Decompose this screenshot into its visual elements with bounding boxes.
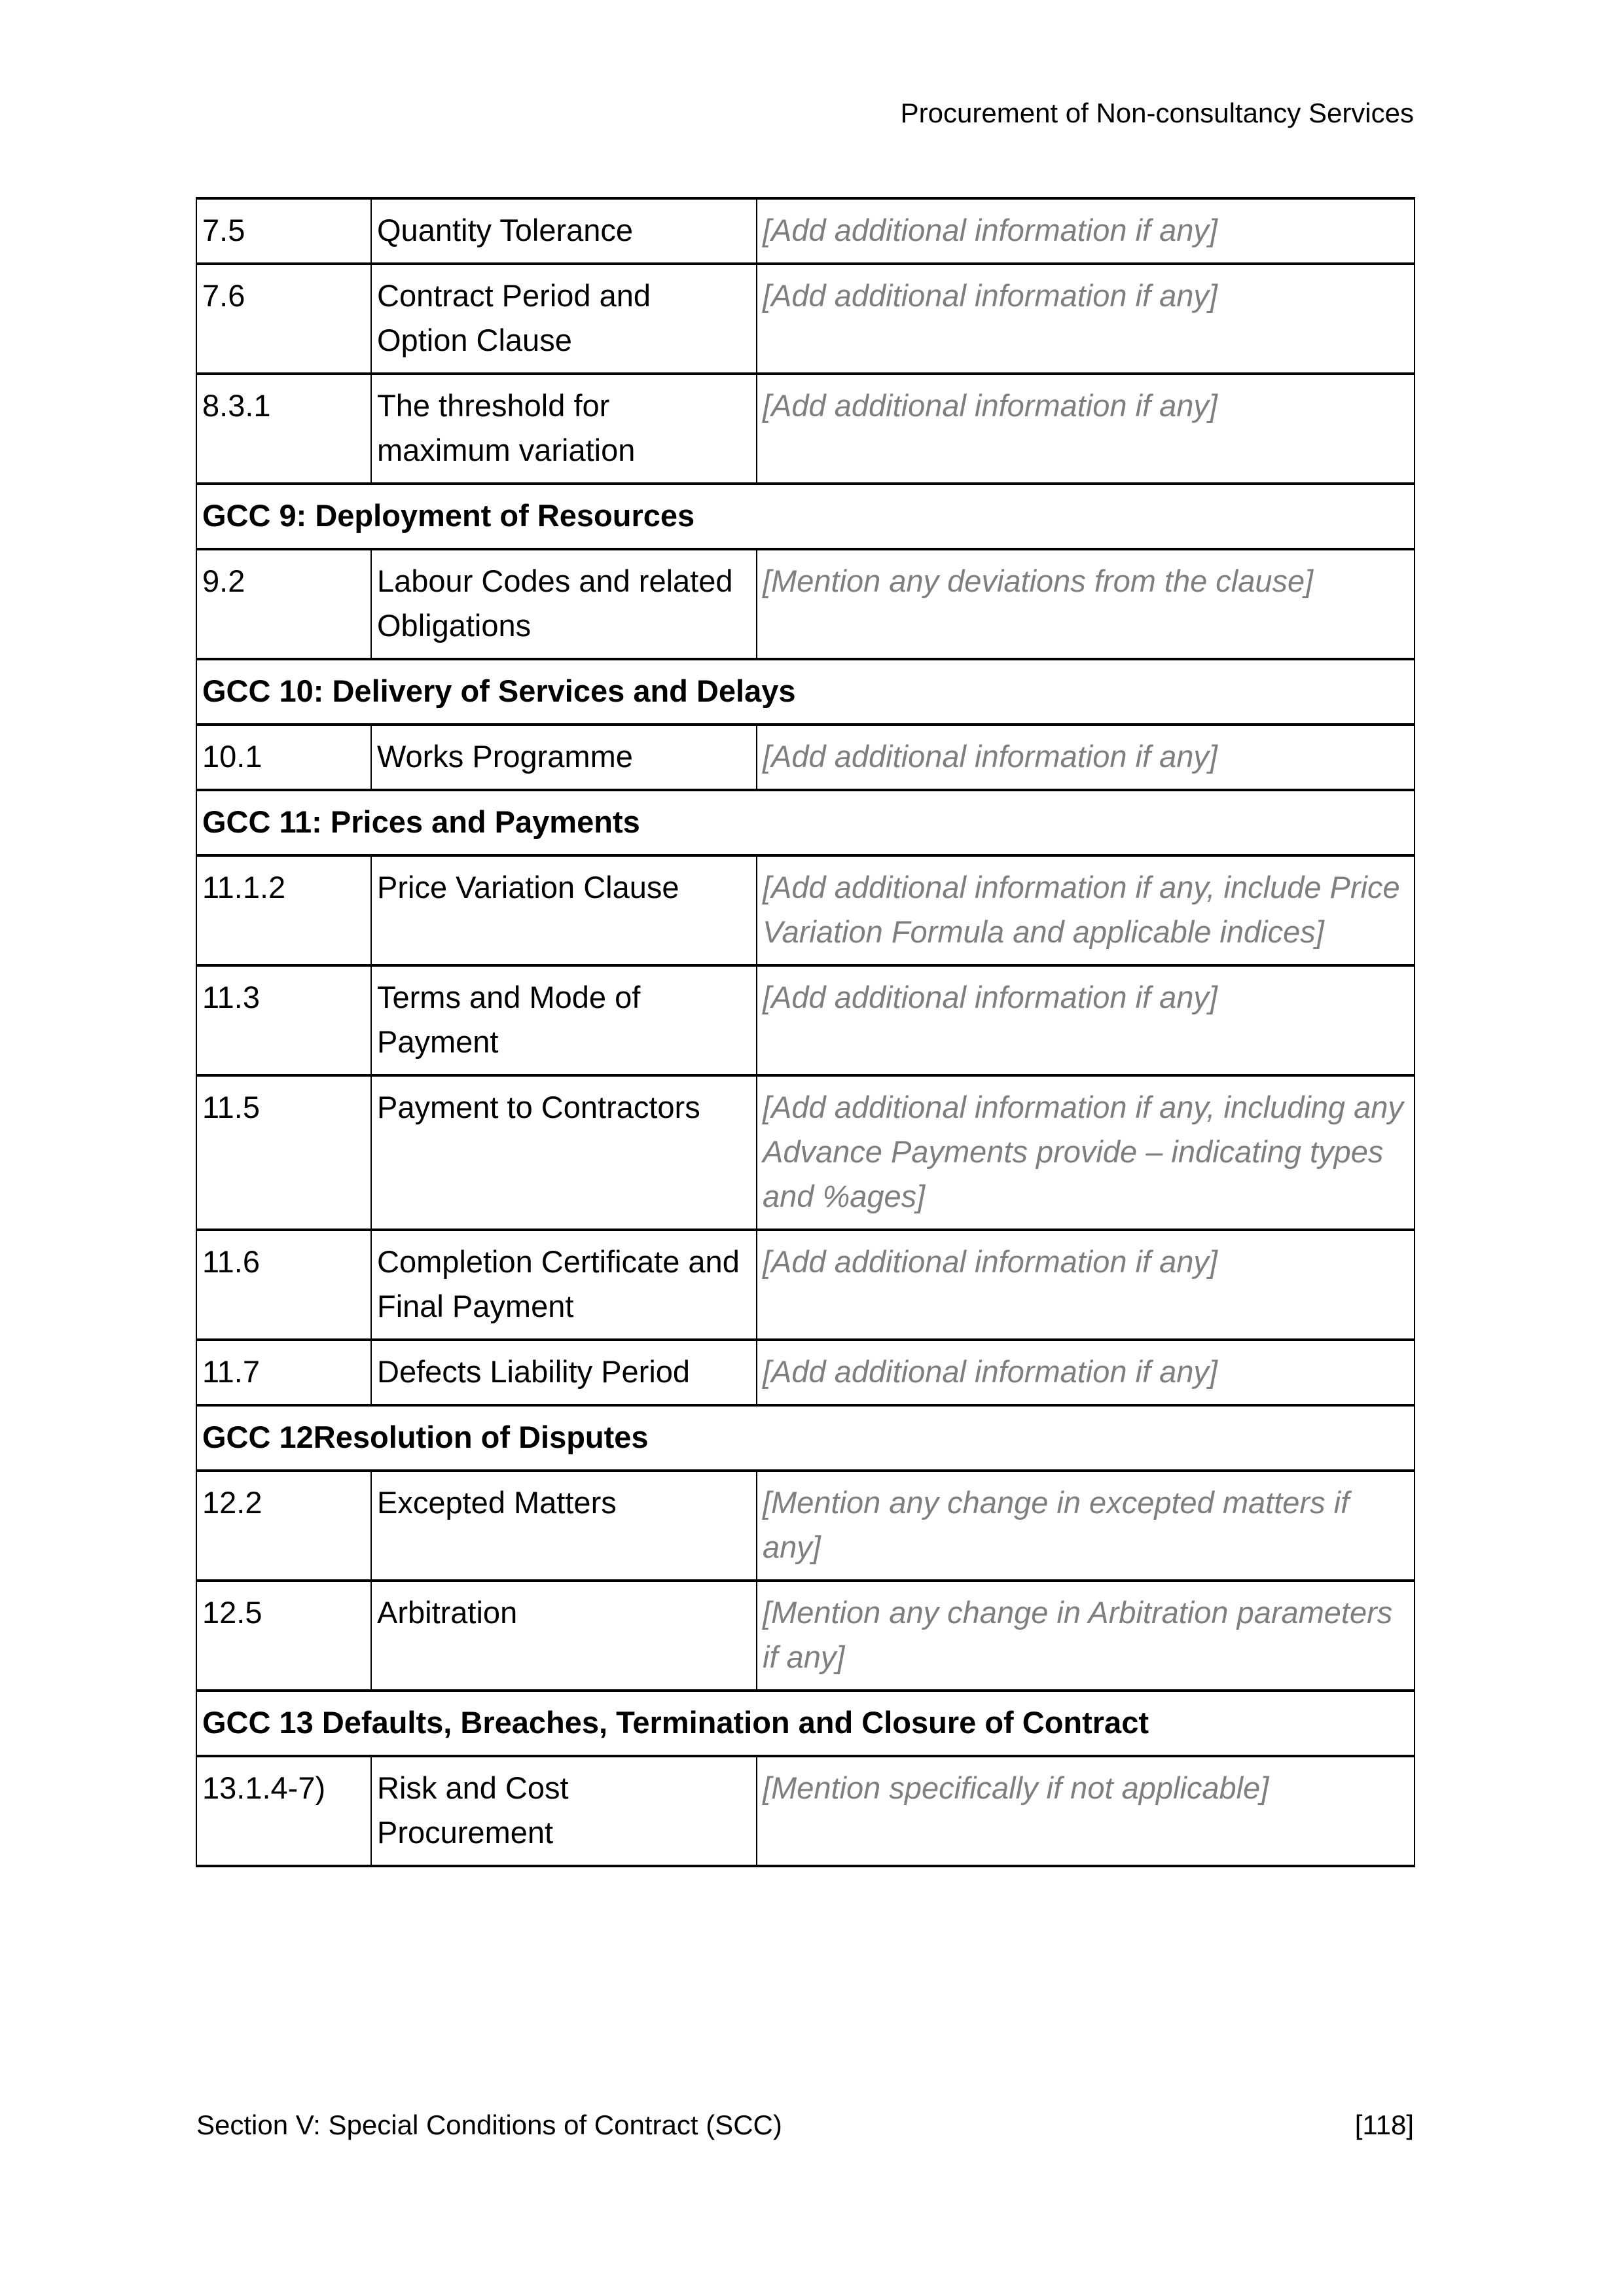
table-row — [196, 1230, 1415, 1340]
footer-page-number: [118] — [1354, 2109, 1414, 2140]
table-row — [196, 1581, 1415, 1691]
clause-number: 13.1.4-7) — [196, 1756, 371, 1866]
clause-placeholder: [Add additional information if any] — [757, 198, 1415, 264]
clause-placeholder: [Mention specifically if not applicable] — [757, 1756, 1415, 1866]
section-heading: GCC 10: Delivery of Services and Delays — [196, 659, 1415, 725]
clause-number: 7.6 — [196, 264, 371, 374]
section-heading: GCC 13 Defaults, Breaches, Termination and Closure of Contract — [196, 1691, 1415, 1756]
table-row — [196, 549, 1415, 659]
clause-placeholder: [Add additional information if any] — [757, 725, 1415, 790]
clause-number: 11.6 — [196, 1230, 371, 1340]
clause-number: 8.3.1 — [196, 374, 371, 484]
section-heading: GCC 12Resolution of Disputes — [196, 1405, 1415, 1471]
table-row — [196, 1075, 1415, 1230]
section-heading: GCC 11: Prices and Payments — [196, 790, 1415, 855]
table-row — [196, 1756, 1415, 1866]
clause-title: Contract Period and Option Clause — [371, 264, 757, 374]
clause-placeholder: [Mention any change in excepted matters if any] — [757, 1471, 1415, 1581]
clause-title: Excepted Matters — [371, 1471, 757, 1581]
section-row — [196, 484, 1415, 549]
clause-placeholder: [Add additional information if any] — [757, 1340, 1415, 1405]
clause-title: Completion Certificate and Final Payment — [371, 1230, 757, 1340]
clause-number: 11.1.2 — [196, 855, 371, 965]
clause-placeholder: [Add additional information if any] — [757, 264, 1415, 374]
page-header: Procurement of Non-consultancy Services — [900, 98, 1414, 128]
section-row — [196, 1691, 1415, 1756]
clause-title: Quantity Tolerance — [371, 198, 757, 264]
clause-number: 11.5 — [196, 1075, 371, 1230]
clause-title: Labour Codes and related Obligations — [371, 549, 757, 659]
table-row — [196, 965, 1415, 1075]
clause-placeholder: [Mention any deviations from the clause] — [757, 549, 1415, 659]
clause-placeholder: [Add additional information if any] — [757, 965, 1415, 1075]
clause-placeholder: [Add additional information if any, including any Advance Payments provide – indicating types and %ages] — [757, 1075, 1415, 1230]
clause-title: Terms and Mode of Payment — [371, 965, 757, 1075]
clause-number: 11.3 — [196, 965, 371, 1075]
clause-title: Risk and Cost Procurement — [371, 1756, 757, 1866]
table-row — [196, 1471, 1415, 1581]
page-footer — [196, 2109, 1414, 2142]
section-row — [196, 659, 1415, 725]
table-row — [196, 264, 1415, 374]
clause-title: Arbitration — [371, 1581, 757, 1691]
footer-section-title: Section V: Special Conditions of Contract (SCC) — [196, 2109, 782, 2140]
clause-placeholder: [Add additional information if any] — [757, 374, 1415, 484]
clause-title: Price Variation Clause — [371, 855, 757, 965]
table-row — [196, 198, 1415, 264]
clause-number: 7.5 — [196, 198, 371, 264]
clause-title: Payment to Contractors — [371, 1075, 757, 1230]
clause-placeholder: [Add additional information if any, include Price Variation Formula and applicable indices] — [757, 855, 1415, 965]
section-heading: GCC 9: Deployment of Resources — [196, 484, 1415, 549]
clause-placeholder: [Mention any change in Arbitration parameters if any] — [757, 1581, 1415, 1691]
clause-title: Defects Liability Period — [371, 1340, 757, 1405]
section-row — [196, 790, 1415, 855]
clause-title: The threshold for maximum variation — [371, 374, 757, 484]
clause-title: Works Programme — [371, 725, 757, 790]
table-row — [196, 855, 1415, 965]
table-row — [196, 374, 1415, 484]
table-row — [196, 1340, 1415, 1405]
clause-number: 11.7 — [196, 1340, 371, 1405]
clause-number: 12.2 — [196, 1471, 371, 1581]
clause-number: 12.5 — [196, 1581, 371, 1691]
section-row — [196, 1405, 1415, 1471]
scc-conditions-table — [196, 197, 1415, 1867]
clause-placeholder: [Add additional information if any] — [757, 1230, 1415, 1340]
clause-number: 10.1 — [196, 725, 371, 790]
table-row — [196, 725, 1415, 790]
clause-number: 9.2 — [196, 549, 371, 659]
